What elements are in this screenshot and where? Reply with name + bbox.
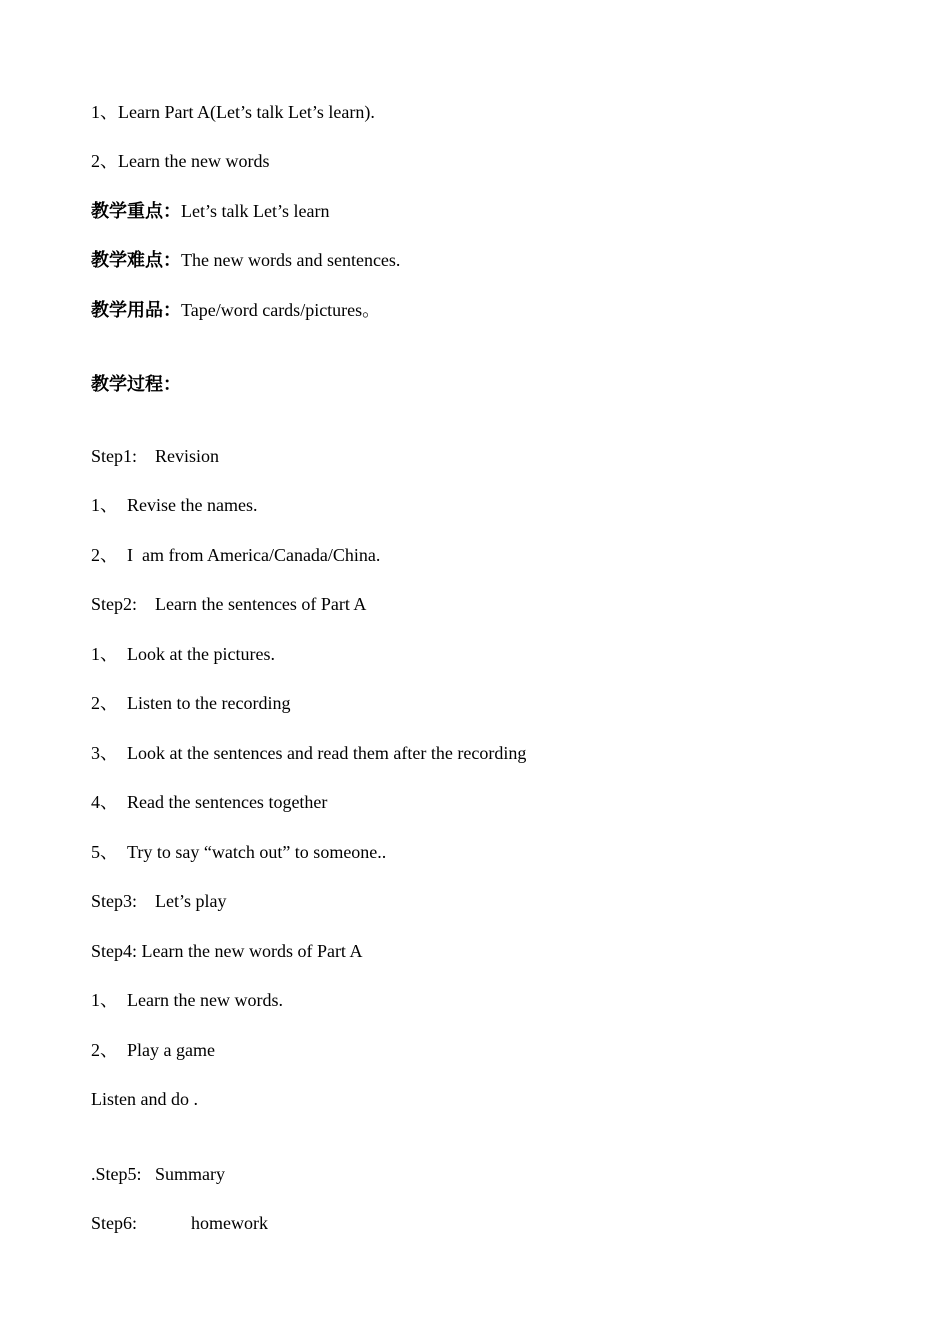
step4-heading: Step4: Learn the new words of Part A bbox=[91, 941, 363, 961]
step2-item-3: 3、 Look at the sentences and read them after the recording bbox=[91, 743, 527, 763]
step1-item-1: 1、 Revise the names. bbox=[91, 495, 258, 515]
step4-item-1: 1、 Learn the new words. bbox=[91, 990, 283, 1010]
key-points-label: 教学重点： bbox=[91, 201, 181, 221]
difficult-points-label: 教学难点： bbox=[91, 250, 181, 270]
difficult-points-text: The new words and sentences. bbox=[181, 250, 401, 270]
process-heading: 教学过程： bbox=[91, 374, 181, 394]
step6-heading: Step6: homework bbox=[91, 1213, 268, 1233]
objective-1: 1、Learn Part A(Let’s talk Let’s learn). bbox=[91, 102, 375, 122]
step4-item-2: 2、 Play a game bbox=[91, 1040, 215, 1060]
step4-note: Listen and do . bbox=[91, 1089, 198, 1109]
step1-item-2: 2、 I am from America/Canada/China. bbox=[91, 545, 381, 565]
step2-heading: Step2: Learn the sentences of Part A bbox=[91, 594, 367, 614]
key-points-text: Let’s talk Let’s learn bbox=[181, 201, 330, 221]
materials-text: Tape/word cards/pictures。 bbox=[181, 300, 381, 320]
step2-item-4: 4、 Read the sentences together bbox=[91, 792, 328, 812]
step5-heading: .Step5: Summary bbox=[91, 1164, 225, 1184]
step3-heading: Step3: Let’s play bbox=[91, 891, 227, 911]
difficult-points bbox=[91, 249, 400, 271]
materials bbox=[91, 299, 380, 321]
key-points bbox=[91, 200, 329, 222]
objective-2: 2、Learn the new words bbox=[91, 151, 270, 171]
materials-label: 教学用品： bbox=[91, 300, 181, 320]
step2-item-5: 5、 Try to say “watch out” to someone.. bbox=[91, 842, 387, 862]
step1-heading: Step1: Revision bbox=[91, 446, 220, 466]
step2-item-1: 1、 Look at the pictures. bbox=[91, 644, 275, 664]
step2-item-2: 2、 Listen to the recording bbox=[91, 693, 291, 713]
